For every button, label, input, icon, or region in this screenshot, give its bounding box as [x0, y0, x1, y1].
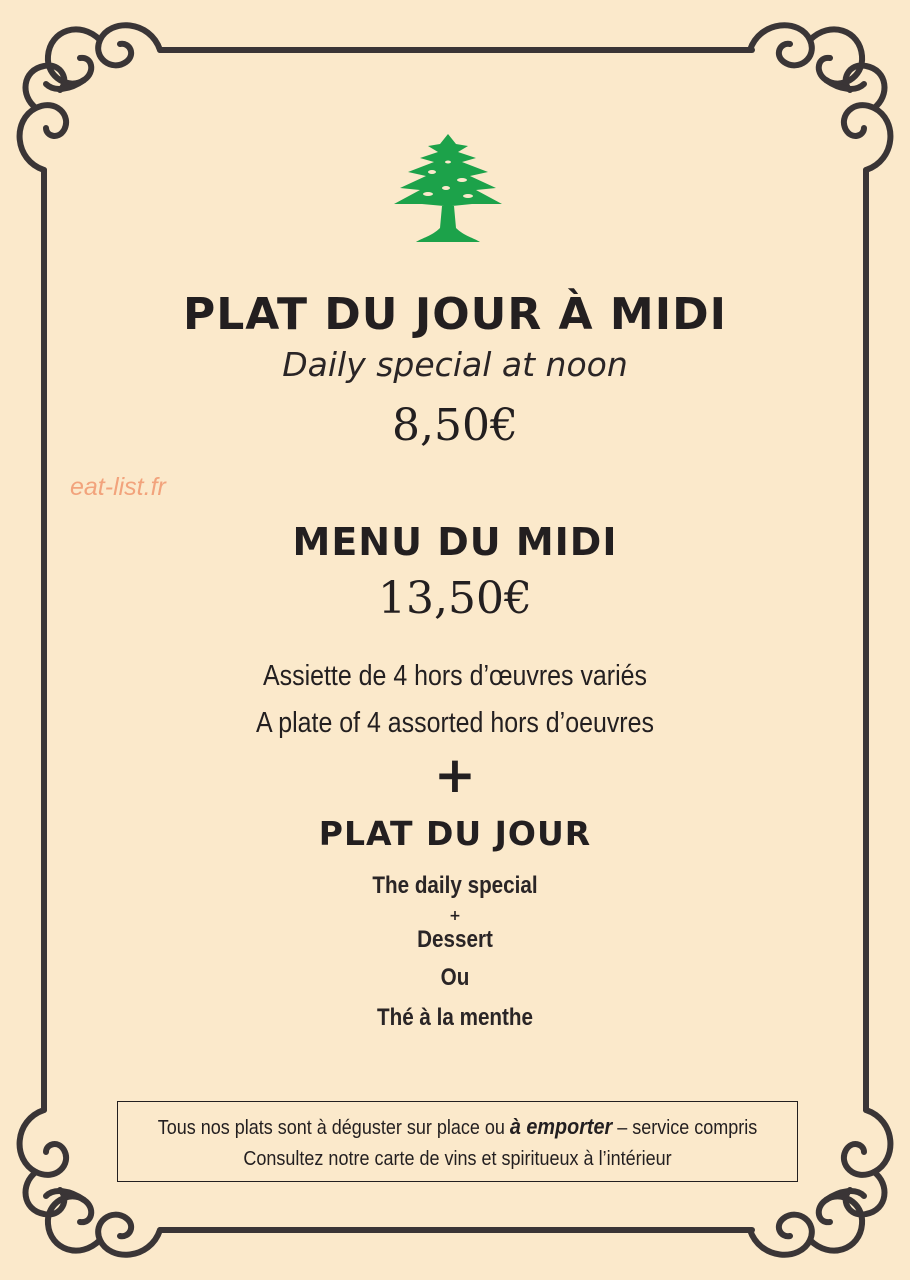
main-course-title: PLAT DU JOUR [318, 814, 592, 853]
starter-french: Assiette de 4 hors d’œuvres variés [263, 660, 647, 692]
main-course-english: The daily special [372, 872, 538, 899]
dessert-option: Dessert [417, 926, 493, 953]
menu-title: MENU DU MIDI [292, 520, 618, 564]
info-line-2: Consultez notre carte de vins et spiritueux à l’intérieur [243, 1148, 672, 1170]
tea-option: Thé à la menthe [376, 1004, 533, 1031]
watermark: eat-list.fr [70, 473, 166, 501]
info-line-1: Tous nos plats sont à déguster sur place ou à emporter – service compris [157, 1114, 758, 1139]
takeaway-emphasis: à emporter [509, 1114, 613, 1139]
small-plus: + [449, 908, 461, 924]
info-box [117, 1101, 798, 1182]
page-title: PLAT DU JOUR À MIDI [183, 289, 727, 340]
starter-english: A plate of 4 assorted hors d’oeuvres [256, 707, 654, 739]
or-label: Ou [440, 964, 470, 991]
page-subtitle: Daily special at noon [282, 345, 628, 384]
menu-price: 13,50€ [378, 573, 532, 624]
plus-divider: + [434, 746, 476, 804]
plat-price: 8,50€ [392, 400, 518, 451]
cedar-tree-icon [392, 132, 504, 244]
